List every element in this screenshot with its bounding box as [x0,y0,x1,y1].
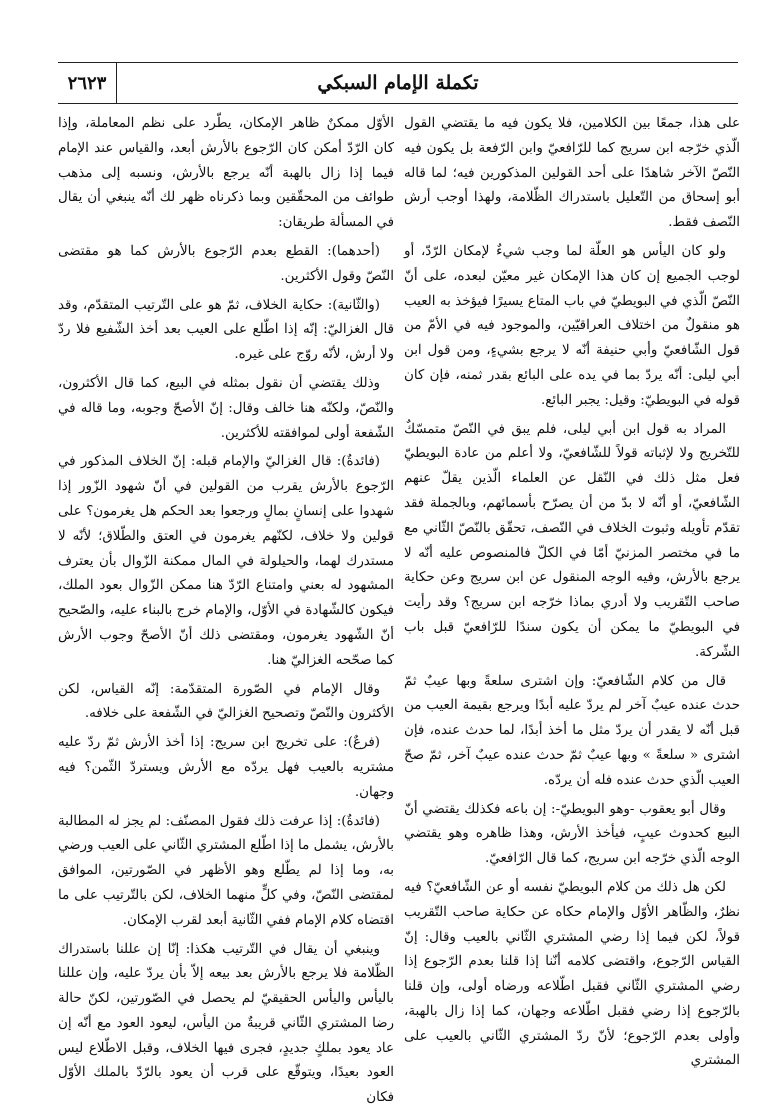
paragraph: وذلك يقتضي أن نقول بمثله في البيع، كما قال الأكثرون، والنّصّ، ولكنّه هنا خالف وقال: إنّ الأصحّ وجوبه، وما قاله في الشّفعة أولى لموافقته للأكثرين. [58,372,394,446]
right-column [404,112,740,1090]
paragraph: قال من كلام الشّافعيّ: وإن اشترى سلعةً وبها عيبٌ ثمّ حدث عنده عيبٌ آخر لم يردّ عليه أبدًا ويرجع بقيمة العيب من قبل أنّه لا يقدر أن يردّ مثل ما أخذ أبدًا، لما حدث عنده، فإن اشترى « سلعةً » وبها عيبٌ ثمّ حدث عنده عيبٌ آخر، ثمّ صحّ العيب الّذي حدث عنده فله أن يردّه. [404,670,740,794]
paragraph: لكن هل ذلك من كلام البويطيّ نفسه أو عن الشّافعيّ؟ فيه نظرٌ، والظّاهر الأوّل والإمام حكاه عن حكاية صاحب التّقريب قولاً، لكن فيما إذا رضي المشتري الثّاني بالعيب وقال: إنّ القياس الرّجوع، واقتضى كلامه أنّنا إذا قلنا بعدم الرّجوع إذا رضي المشتري الثّاني فقبل اطّلاعه ورضاه أولى، وإن قلنا بالرّجوع إذا رضي فقبل اطّلاعه وجهان، كما إذا زال بالهبة، وأولى بعدم الرّجوع؛ لأنّ ردّ المشتري الثّاني بالعيب على المشتري [404,876,740,1074]
paragraph: (فائدةٌ): قال الغزاليّ والإمام قبله: إنّ الخلاف المذكور في الرّجوع بالأرش يقرب من القولين في أنّ شهود الزّور إذا شهدوا على إنسانٍ بمالٍ ورجعوا بعد الحكم هل يغرمون؟ على قولين ولا خلاف، لكنّهم يغرمون في العتق والطّلاق؛ لأنّه لا مستدرك لهما، والحيلولة في المال ممكنة الزّوال بأن يعترف المشهود له بعني وامتناع الرّدّ هنا ممكن الزّوال بعود الملك، فيكون كالشّهادة في الأوّل، والإمام خرج بالبناء عليه، والصّحيح أنّ الشّهود يغرمون، ومقتضى ذلك أنّ الأصحّ وجوب الأرش كما صحّحه الغزاليّ هنا. [58,450,394,673]
paragraph: وقال الإمام في الصّورة المتقدّمة: إنّه القياس، لكن الأكثرون والنّصّ وتصحيح الغزاليّ في الشّفعة على خلافه. [58,678,394,728]
paragraph: على هذا، جمعًا بين الكلامين، فلا يكون فيه ما يقتضي القول الّذي خرّجه ابن سريج كما للرّافعيّ وابن الرّفعة بل يكون فيه النّصّ الآخر شاهدًا على أحد القولين المذكورين فيه؛ لما قاله أبو إسحاق من التّعليل باستدراك الظّلامة، ولهذا أوجب أرش النّصف فقط. [404,112,740,236]
paragraph: وينبغي أن يقال في التّرتيب هكذا: إنّا إن عللنا باستدراك الظّلامة فلا يرجع بالأرش بعد بيعه إلاّ بأن يردّ عليه، وإن عللنا باليأس واليأس الحقيقيّ لم يحصل في الصّورتين، لكنّ حالة رضا المشتري الثّاني قريبةٌ من اليأس، ليعود العود مع أنّه إن عاد يعود بملكٍ جديدٍ، فجرى فيها الخلاف، وقبل الاطّلاع ليس العود بعيدًا، ويتوقّع على قرب أن يعود بالرّدّ بالملك الأوّل فكان [58,938,394,1111]
paragraph: (فرعٌ): على تخريج ابن سريج: إذا أخذ الأرش ثمّ ردّ عليه مشتريه بالعيب فهل يردّه مع الأرش ويستردّ الثّمن؟ فيه وجهان. [58,731,394,805]
paragraph: الأوّل ممكنٌ ظاهر الإمكان، يطّرد على نظم المعاملة، وإذا كان الرّدّ أمكن كان الرّجوع بالأرش أبعد، والقياس عند الإمام فيما إذا زال بالهبة أنّه يرجع بالأرش، ونسبه إلى مذهب طوائف من المحقّقين وبما ذكرناه ظهر لك أنّه ينبغي أن يقال في المسألة طريقان: [58,112,394,236]
left-column [58,112,394,1090]
paragraph: ولو كان اليأس هو العلّة لما وجب شيءٌ لإمكان الرّدّ، أو لوجب الجميع إن كان هذا الإمكان غير معيّن لبعده، على أنّ النّصّ الّذي في البويطيّ في باب المتاع يسيرًا فيؤخذ به العيب هو منقولٌ من اختلاف العراقيّين، والموجود فيه في الأمّ من قول الشّافعيّ وأبي حنيفة أنّه لا يرجع بشيءٍ، ومن قول ابن أبي ليلى: أنّه يردّ بما في يده على البائع بقدر ثمنه، فإن كان قوله في البويطيّ: وقيل: يجبر البائع. [404,240,740,414]
paragraph: المراد به قول ابن أبي ليلى، فلم يبق في النّصّ متمسّكٌ للتّخريج ولا لإثباته قولاً للشّافعيّ، ولا أعلم من عادة البويطيّ فعل مثل ذلك في النّقل عن العلماء الّذين يقلّ عنهم الشّافعيّ، أو أنّه لا بدّ من أن يصرّح بأسمائهم، وبالجملة فقد تقدّم تأويله وثبوت الخلاف في النّصف، تحقّق بالنّصّ الثّاني مع ما في مختصر المزنيّ أمّا في الكلّ فالمنصوص عليه أنّه لا يرجع بالأرش، وفيه الوجه المنقول عن ابن سريج وعن حكاية صاحب التّقريب ولا أدري بماذا خرّجه ابن سريج؟ وقد رأيت في البويطيّ ما يمكن أن يكون سندًا للرّافعيّ قبل باب الشّركة. [404,418,740,666]
paragraph: وقال أبو يعقوب -وهو البويطيّ-: إن باعه فكذلك يقتضي أنّ البيع كحدوث عيبٍ، فيأخذ الأرش، وهذا ظاهره وهو يقتضي الوجه الّذي خرّجه ابن سريج، كما قال الرّافعيّ. [404,798,740,872]
running-header [58,62,738,104]
paragraph: (أحدهما): القطع بعدم الرّجوع بالأرش كما هو مقتضى النّصّ وقول الأكثرين. [58,240,394,290]
book-title: تكملة الإمام السبكي [317,72,478,94]
paragraph: (فائدةٌ): إذا عرفت ذلك فقول المصنّف: لم يجز له المطالبة بالأرش، يشمل ما إذا اطّلع المشتري الثّاني على العيب ورضي به، وما إذا لم يطّلع وهو الأظهر في الصّورتين، الموافق لمقتضى النّصّ، وفي كلٍّ منهما الخلاف، لكن بالتّرتيب على ما اقتضاه كلام الإمام ففي الثّانية أبعد لقرب الإمكان. [58,810,394,934]
page-number: ٢٦٢٣ [58,63,117,103]
paragraph: (والثّانية): حكاية الخلاف، ثمّ هو على التّرتيب المتقدّم، وقد قال الغزاليّ: إنّه إذا اطّلع على العيب بعد أخذ الشّفيع فلا ردّ ولا أرش، لأنّه روّج على غيره. [58,294,394,368]
